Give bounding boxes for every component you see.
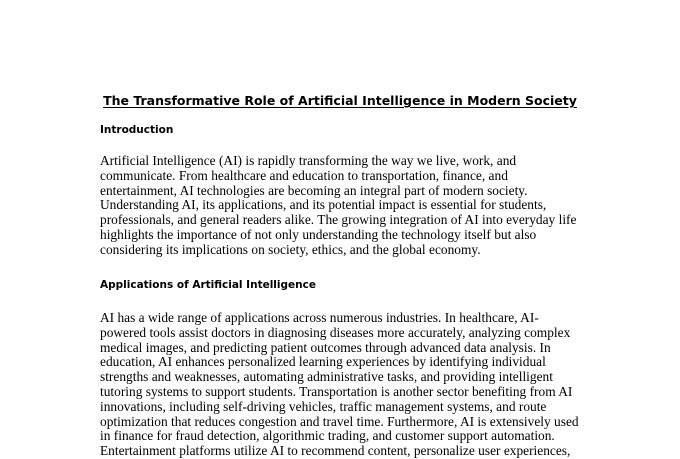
paragraph-applications (100, 311, 590, 459)
section-heading-applications: Applications of Artificial Intelligence (100, 279, 316, 291)
paragraph-line: strengths and weaknesses, automating administrative tasks, and providing intelligent (100, 369, 553, 385)
paragraph-introduction (100, 154, 590, 258)
paragraph-line: Artificial Intelligence (AI) is rapidly transforming the way we live, work, and (100, 153, 517, 168)
paragraph-line: tutoring systems to support students. Transportation is another sector benefiting from AI (100, 383, 573, 399)
paragraph-line: considering its implications on society, ethics, and the global economy. (100, 241, 481, 257)
paragraph-line: education, AI enhances personalized learning experiences by identifying individual (100, 354, 546, 370)
paragraph-line: professionals, and general readers alike. The growing integration of AI into everyday life (100, 212, 577, 228)
paragraph-line: communicate. From healthcare and education to transportation, finance, and (100, 167, 508, 183)
paragraph-line: Understanding AI, its applications, and its potential impact is essential for students, (100, 197, 547, 213)
paragraph-line: AI has a wide range of applications across numerous industries. In healthcare, AI- (100, 310, 539, 325)
paragraph-line: in finance for fraud detection, algorithmic trading, and customer support automation. (100, 428, 555, 444)
document-title-text: The Transformative Role of Artificial Intelligence in Modern Society (103, 93, 577, 108)
paragraph-line: medical images, and predicting patient outcomes through advanced data analysis. In (100, 339, 551, 355)
document-title (0, 92, 680, 110)
paragraph-line: powered tools assist doctors in diagnosing diseases more accurately, analyzing complex (100, 324, 571, 340)
paragraph-line: optimization that reduces congestion and travel time. Furthermore, AI is extensively used (100, 413, 579, 429)
section-heading-introduction: Introduction (100, 124, 174, 136)
paragraph-line: Entertainment platforms utilize AI to recommend content, personalize user experiences, (100, 443, 571, 459)
paragraph-line: entertainment, AI technologies are becoming an integral part of modern society. (100, 182, 528, 198)
paragraph-line: innovations, including self-driving vehicles, traffic management systems, and route (100, 398, 547, 414)
paragraph-line: highlights the importance of not only understanding the technology itself but also (100, 226, 537, 242)
